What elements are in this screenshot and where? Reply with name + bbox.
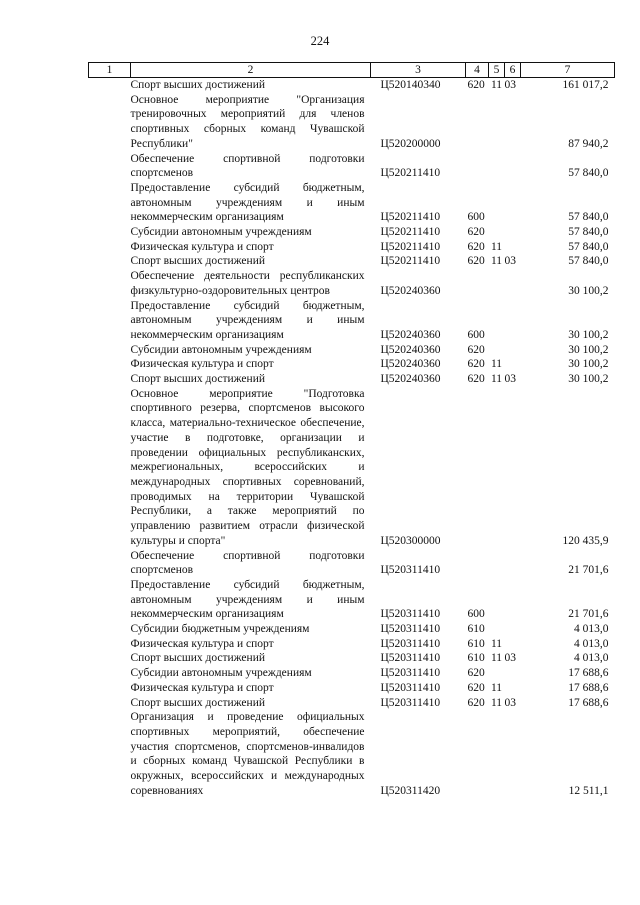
row-subsection: 03	[504, 255, 516, 268]
row-expense-type: 620	[467, 696, 485, 709]
header-col-3: 3	[371, 63, 466, 78]
row-expense-type: 620	[467, 79, 485, 91]
row-expense-type: 620	[467, 226, 485, 239]
row-col-1	[89, 549, 131, 578]
row-col-1	[89, 78, 131, 93]
row-col-1	[89, 666, 131, 681]
row-section: 11	[490, 373, 503, 386]
table-row	[89, 622, 615, 637]
row-expense-type: 610	[467, 623, 485, 636]
row-col-1	[89, 651, 131, 666]
row-code: Ц520311410	[380, 667, 441, 680]
row-section	[489, 578, 505, 622]
table-row	[89, 710, 615, 798]
row-expense-type	[466, 549, 489, 578]
row-col-1	[89, 637, 131, 652]
row-amount: 30 100,2	[568, 328, 609, 341]
row-section	[489, 93, 505, 152]
row-name: Предоставление субсидий бюджетным, автономным учреждениям и иным некоммерческим организациям	[130, 578, 365, 621]
row-name: Физическая культура и спорт	[130, 358, 274, 371]
row-subsection	[505, 622, 521, 637]
row-section	[489, 299, 505, 343]
row-section: 11	[490, 637, 503, 650]
row-name: Физическая культура и спорт	[130, 681, 274, 694]
row-col-1	[89, 681, 131, 696]
row-subsection	[505, 637, 521, 652]
row-col-1	[89, 357, 131, 372]
row-name: Физическая культура и спорт	[130, 240, 274, 253]
row-subsection: 03	[504, 79, 516, 91]
row-code: Ц520140340	[380, 79, 441, 91]
row-col-1	[89, 269, 131, 298]
row-section	[489, 343, 505, 358]
table-row	[89, 357, 615, 372]
row-expense-type: 620	[467, 681, 485, 694]
table-header	[89, 63, 615, 78]
row-expense-type: 610	[467, 652, 485, 665]
row-section: 11	[490, 652, 503, 665]
row-expense-type: 600	[467, 328, 485, 341]
row-name: Спорт высших достижений	[130, 652, 266, 665]
row-amount: 57 840,0	[568, 255, 609, 268]
row-code: Ц520240360	[380, 373, 441, 386]
row-code: Ц520200000	[380, 137, 441, 150]
row-expense-type: 620	[467, 358, 485, 371]
row-name: Обеспечение спортивной подготовки спортсменов	[130, 549, 365, 577]
row-expense-type: 600	[467, 211, 485, 224]
row-subsection: 03	[504, 373, 516, 386]
row-subsection	[505, 152, 521, 181]
table-row	[89, 637, 615, 652]
row-code: Ц520311410	[380, 608, 441, 621]
row-amount: 21 701,6	[568, 564, 609, 577]
row-subsection	[505, 666, 521, 681]
row-amount: 17 688,6	[568, 696, 609, 709]
table-row	[89, 93, 615, 152]
row-amount: 4 013,0	[574, 623, 609, 636]
row-amount: 30 100,2	[568, 284, 609, 297]
row-section	[489, 710, 505, 798]
row-code: Ц520300000	[380, 534, 441, 547]
row-amount: 57 840,0	[568, 226, 609, 239]
table-row	[89, 299, 615, 343]
table-row	[89, 240, 615, 255]
table-row	[89, 78, 615, 93]
budget-table	[88, 62, 615, 798]
row-subsection	[505, 387, 521, 549]
row-name: Предоставление субсидий бюджетным, автономным учреждениям и иным некоммерческим организациям	[130, 299, 365, 341]
row-col-1	[89, 696, 131, 711]
row-name: Физическая культура и спорт	[130, 637, 274, 650]
row-code: Ц520240360	[380, 284, 441, 297]
header-col-5: 5	[489, 63, 505, 78]
row-expense-type	[466, 387, 489, 549]
row-subsection	[505, 343, 521, 358]
row-expense-type: 620	[467, 343, 485, 356]
row-amount: 30 100,2	[568, 373, 609, 386]
row-section	[489, 152, 505, 181]
table-row	[89, 343, 615, 358]
table-row	[89, 666, 615, 681]
row-name: Обеспечение спортивной подготовки спортсменов	[130, 152, 365, 180]
row-col-1	[89, 387, 131, 549]
row-col-1	[89, 710, 131, 798]
row-section: 11	[490, 358, 503, 371]
row-subsection	[505, 578, 521, 622]
row-col-1	[89, 622, 131, 637]
row-col-1	[89, 372, 131, 387]
row-subsection	[505, 93, 521, 152]
row-name: Основное мероприятие "Организация тренировочных мероприятий для членов спортивных сборных команд Чувашской Республики"	[130, 93, 365, 150]
row-code: Ц520240360	[380, 343, 441, 356]
row-name: Субсидии автономным учреждениям	[130, 667, 312, 680]
row-subsection	[505, 299, 521, 343]
row-amount: 17 688,6	[568, 681, 609, 694]
row-amount: 30 100,2	[568, 358, 609, 371]
row-subsection	[505, 225, 521, 240]
row-subsection	[505, 710, 521, 798]
row-col-1	[89, 578, 131, 622]
row-name: Спорт высших достижений	[130, 255, 266, 268]
row-col-1	[89, 254, 131, 269]
row-col-1	[89, 181, 131, 225]
row-name: Основное мероприятие "Подготовка спортивного резерва, спортсменов высокого класса, материально-техническое обеспечение, участие в подготовке, организации и проведении официальных республиканских, межрегиональных, всероссийских и международных спортивных соревнований, проводимых на территории Чувашской Республики, а также мероприятий по управлению развитием отрасли физической культуры и спорта"	[130, 387, 365, 547]
table-row	[89, 372, 615, 387]
table-row	[89, 578, 615, 622]
row-expense-type	[466, 710, 489, 798]
row-amount: 17 688,6	[568, 667, 609, 680]
row-amount: 57 840,0	[568, 167, 609, 180]
row-expense-type	[466, 93, 489, 152]
row-col-1	[89, 225, 131, 240]
row-name: Субсидии бюджетным учреждениям	[130, 623, 310, 636]
row-code: Ц520311410	[380, 681, 441, 694]
row-amount: 87 940,2	[568, 137, 609, 150]
table-row	[89, 387, 615, 549]
table-row	[89, 696, 615, 711]
row-col-1	[89, 93, 131, 152]
row-expense-type: 620	[467, 255, 485, 268]
table-row	[89, 225, 615, 240]
row-section	[489, 387, 505, 549]
row-code: Ц520311410	[380, 652, 441, 665]
header-col-4: 4	[466, 63, 489, 78]
header-col-1: 1	[89, 63, 131, 78]
row-section	[489, 269, 505, 298]
row-subsection	[505, 181, 521, 225]
row-code: Ц520311410	[380, 696, 441, 709]
row-col-1	[89, 152, 131, 181]
row-code: Ц520211410	[380, 240, 441, 253]
row-name: Спорт высших достижений	[130, 373, 266, 386]
row-code: Ц520240360	[380, 328, 441, 341]
row-expense-type: 610	[467, 637, 485, 650]
row-subsection	[505, 681, 521, 696]
row-expense-type	[466, 152, 489, 181]
row-amount: 21 701,6	[568, 608, 609, 621]
table-row	[89, 549, 615, 578]
table-row	[89, 152, 615, 181]
row-section: 11	[490, 255, 503, 268]
row-code: Ц520211410	[380, 226, 441, 239]
table-row	[89, 681, 615, 696]
row-code: Ц520211410	[380, 167, 441, 180]
row-name: Субсидии автономным учреждениям	[130, 343, 312, 356]
row-expense-type: 620	[467, 667, 485, 680]
header-col-7: 7	[521, 63, 615, 78]
page-number: 224	[310, 34, 330, 48]
header-col-2: 2	[131, 63, 371, 78]
row-code: Ц520211410	[380, 211, 441, 224]
row-section: 11	[490, 681, 503, 694]
row-amount: 57 840,0	[568, 211, 609, 224]
table-row	[89, 651, 615, 666]
row-col-1	[89, 299, 131, 343]
row-name: Субсидии автономным учреждениям	[130, 226, 312, 239]
row-subsection	[505, 549, 521, 578]
row-section: 11	[490, 79, 503, 91]
row-code: Ц520311410	[380, 623, 441, 636]
row-section	[489, 622, 505, 637]
row-name: Обеспечение деятельности республиканских физкультурно-оздоровительных центров	[130, 270, 365, 297]
table-row	[89, 181, 615, 225]
table-row	[89, 269, 615, 298]
row-amount: 161 017,2	[562, 79, 609, 91]
row-section: 11	[490, 240, 503, 253]
row-expense-type: 600	[467, 608, 485, 621]
row-amount: 4 013,0	[574, 637, 609, 650]
row-section	[489, 225, 505, 240]
row-name: Спорт высших достижений	[130, 696, 266, 709]
row-amount: 12 511,1	[568, 784, 609, 797]
row-subsection: 03	[504, 652, 516, 665]
row-col-1	[89, 343, 131, 358]
table-row	[89, 254, 615, 269]
row-code: Ц520240360	[380, 358, 441, 371]
row-subsection	[505, 269, 521, 298]
row-expense-type	[466, 269, 489, 298]
row-name: Предоставление субсидий бюджетным, автономным учреждениям и иным некоммерческим организациям	[130, 181, 365, 224]
row-name: Спорт высших достижений	[130, 79, 266, 91]
row-section	[489, 666, 505, 681]
row-amount: 57 840,0	[568, 240, 609, 253]
row-code: Ц520311420	[380, 784, 441, 797]
row-section	[489, 549, 505, 578]
row-name: Организация и проведение официальных спортивных мероприятий, обеспечение участия спортсменов, спортсменов-инвалидов и сборных команд Чувашской Республики в окружных, всероссийских и международных соревнованиях	[130, 711, 365, 797]
row-amount: 120 435,9	[562, 534, 609, 547]
header-col-6: 6	[505, 63, 521, 78]
row-expense-type: 620	[467, 240, 485, 253]
row-code: Ц520211410	[380, 255, 441, 268]
table-body	[89, 78, 615, 799]
row-code: Ц520311410	[380, 564, 441, 577]
row-subsection	[505, 357, 521, 372]
row-expense-type: 620	[467, 373, 485, 386]
row-code: Ц520311410	[380, 637, 441, 650]
row-col-1	[89, 240, 131, 255]
row-amount: 4 013,0	[574, 652, 609, 665]
row-section: 11	[490, 696, 503, 709]
row-subsection: 03	[504, 696, 516, 709]
row-amount: 30 100,2	[568, 343, 609, 356]
row-section	[489, 181, 505, 225]
row-subsection	[505, 240, 521, 255]
